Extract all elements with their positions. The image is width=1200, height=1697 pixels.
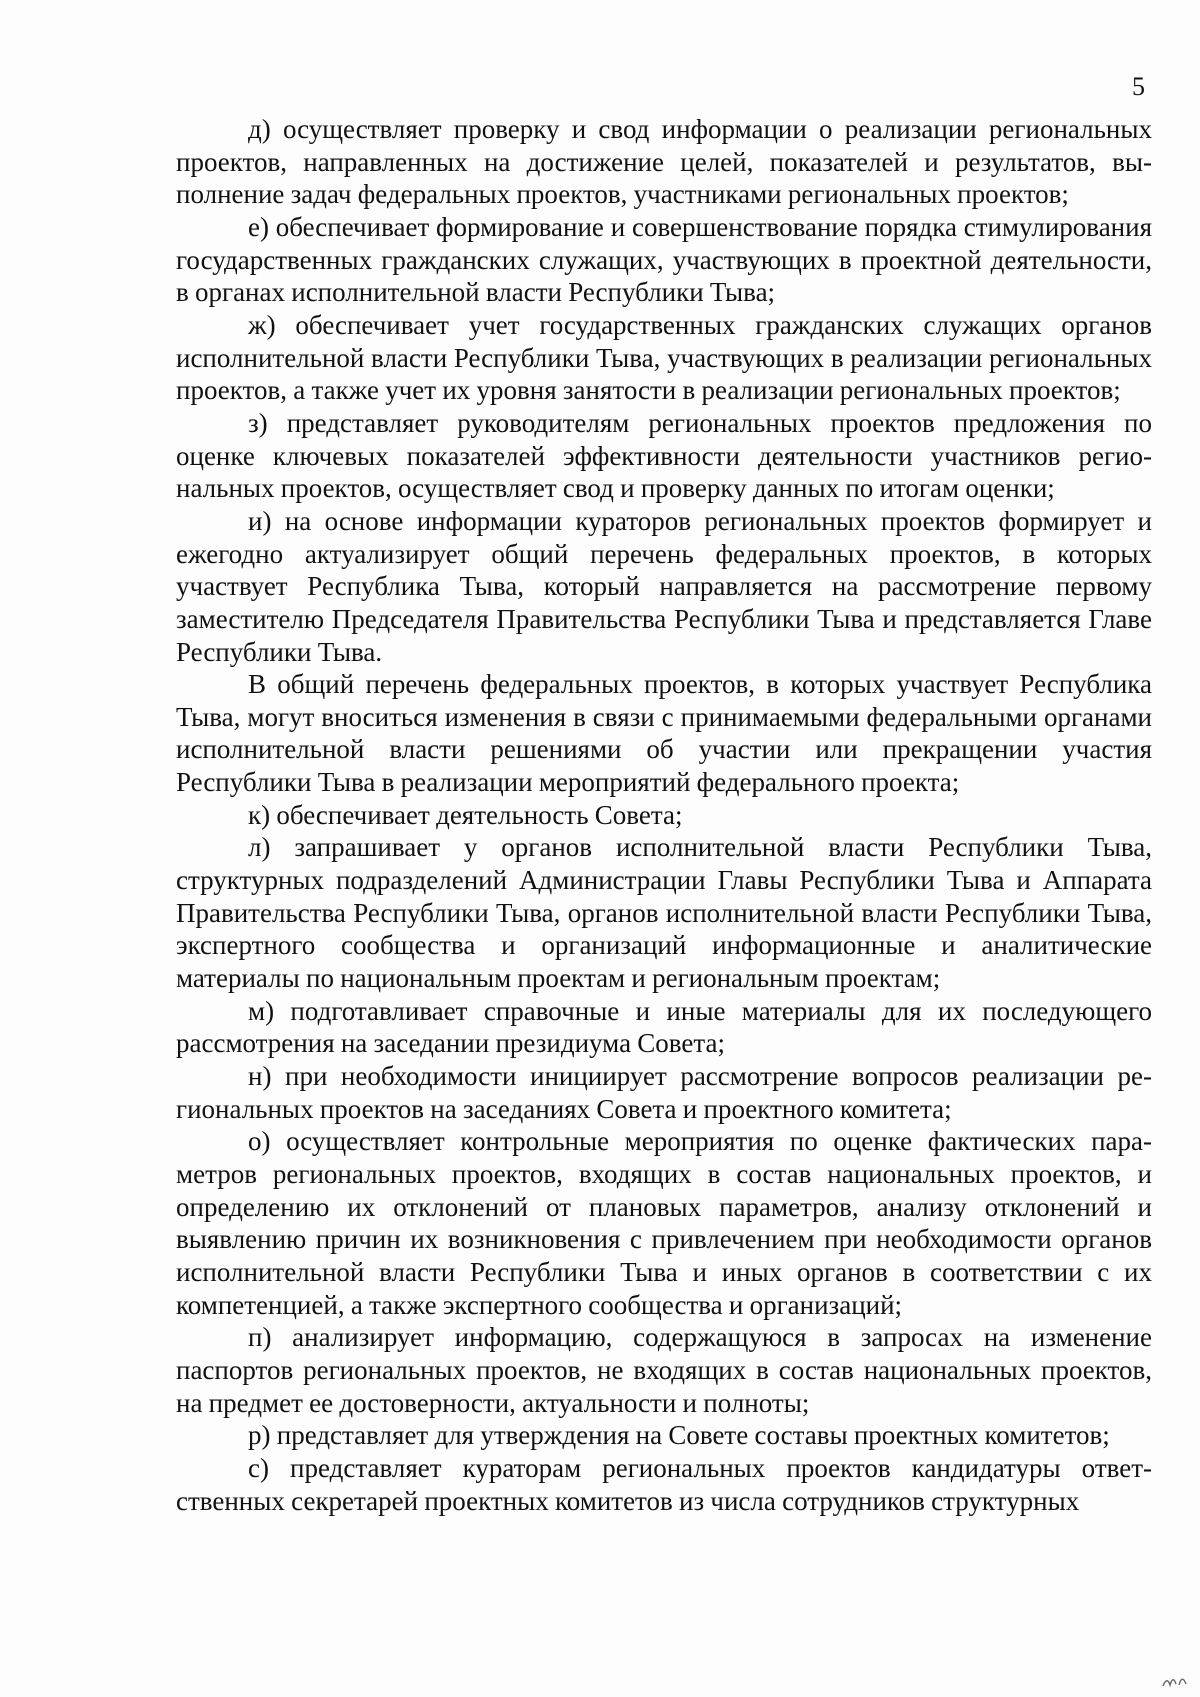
paragraph-e: е) обеспечивает формирование и совершенствование порядка стимулирования государственных гражданских служащих, участвующих в проектной деятельности, в органах исполнительной власти Республики Тыва; bbox=[176, 211, 1152, 308]
paragraph-i: и) на основе информации кураторов региональных проектов формирует и ежегодно актуализирует общий перечень федеральных проектов, в которых участвует Республика Тыва, который направляется на рассмотрение первому заместителю Председателя Правительства Республики Тыва и представляется Главе Республики Тыва. bbox=[176, 505, 1152, 667]
paragraph-m: м) подготавливает справочные и иные материалы для их последующего рассмотрения на заседании президиума Совета; bbox=[176, 995, 1152, 1059]
paragraph-n: н) при необходимости инициирует рассмотрение вопросов реализации региональных проектов на заседаниях Совета и проектного комитета; bbox=[176, 1061, 1152, 1124]
paragraph-zh: ж) обеспечивает учет государственных гражданских служащих органов исполнительной власти Республики Тыва, участвующих в реализации региональных проектов, а также учет их уровня занятости в реализации региональных проектов; bbox=[176, 309, 1152, 406]
page-number: 5 bbox=[1132, 72, 1145, 101]
paragraph-r: р) представляет для утверждения на Совете составы проектных комитетов; bbox=[248, 1420, 1110, 1451]
paragraph-s: с) представляет кураторам региональных проектов кандидатуры ответственных секретарей проектных комитетов из числа сотрудников структурных bbox=[176, 1452, 1152, 1516]
paragraph-p: п) анализирует информацию, содержащуюся в запросах на изменение паспортов региональных проектов, не входящих в состав национальных проектов, на предмет ее достоверности, актуальности и полноты; bbox=[176, 1322, 1152, 1418]
paragraph-o: о) осуществляет контрольные мероприятия по оценке фактических параметров региональных проектов, входящих в состав национальных проектов, и определению их отклонений от плановых параметров, анализу отклонений и выявлению причин их возникновения с привлечением при необходимости органов исполнительной власти Республики Тыва и иных органов в соответствии с их компетенцией, а также экспертного сообщества и организаций; bbox=[176, 1126, 1152, 1320]
paragraph-l: л) запрашивает у органов исполнительной власти Республики Тыва, структурных подразделений Администрации Главы Республики Тыва и Аппарата Правительства Республики Тыва, органов исполнительной власти Республики Тыва, экспертного сообщества и организаций информационные и аналитические материалы по национальным проектам и региональным проектам; bbox=[176, 832, 1152, 994]
document-body bbox=[176, 113, 1152, 1517]
paragraph-k: к) обеспечивает деятельность Совета; bbox=[248, 799, 683, 830]
scan-corner-mark bbox=[1160, 1670, 1190, 1695]
handwritten-mark-icon bbox=[1160, 1670, 1190, 1690]
paragraph-i-continued: В общий перечень федеральных проектов, в которых участвует Республика Тыва, могут вноситься изменения в связи с принимаемыми федеральными органами исполнительной власти решениями об участии или прекращении участия Республики Тыва в реализации мероприятий федерального проекта; bbox=[176, 669, 1152, 798]
paragraph-d: д) осуществляет проверку и свод информации о реализации региональных проектов, направленных на достижение целей, показателей и результатов, выполнение задач федеральных проектов, участниками региональных проектов; bbox=[176, 114, 1152, 210]
paragraph-z: з) представляет руководителям региональных проектов предложения по оценке ключевых показателей эффективности деятельности участников региональных проектов, осуществляет свод и проверку данных по итогам оценки; bbox=[176, 407, 1152, 504]
